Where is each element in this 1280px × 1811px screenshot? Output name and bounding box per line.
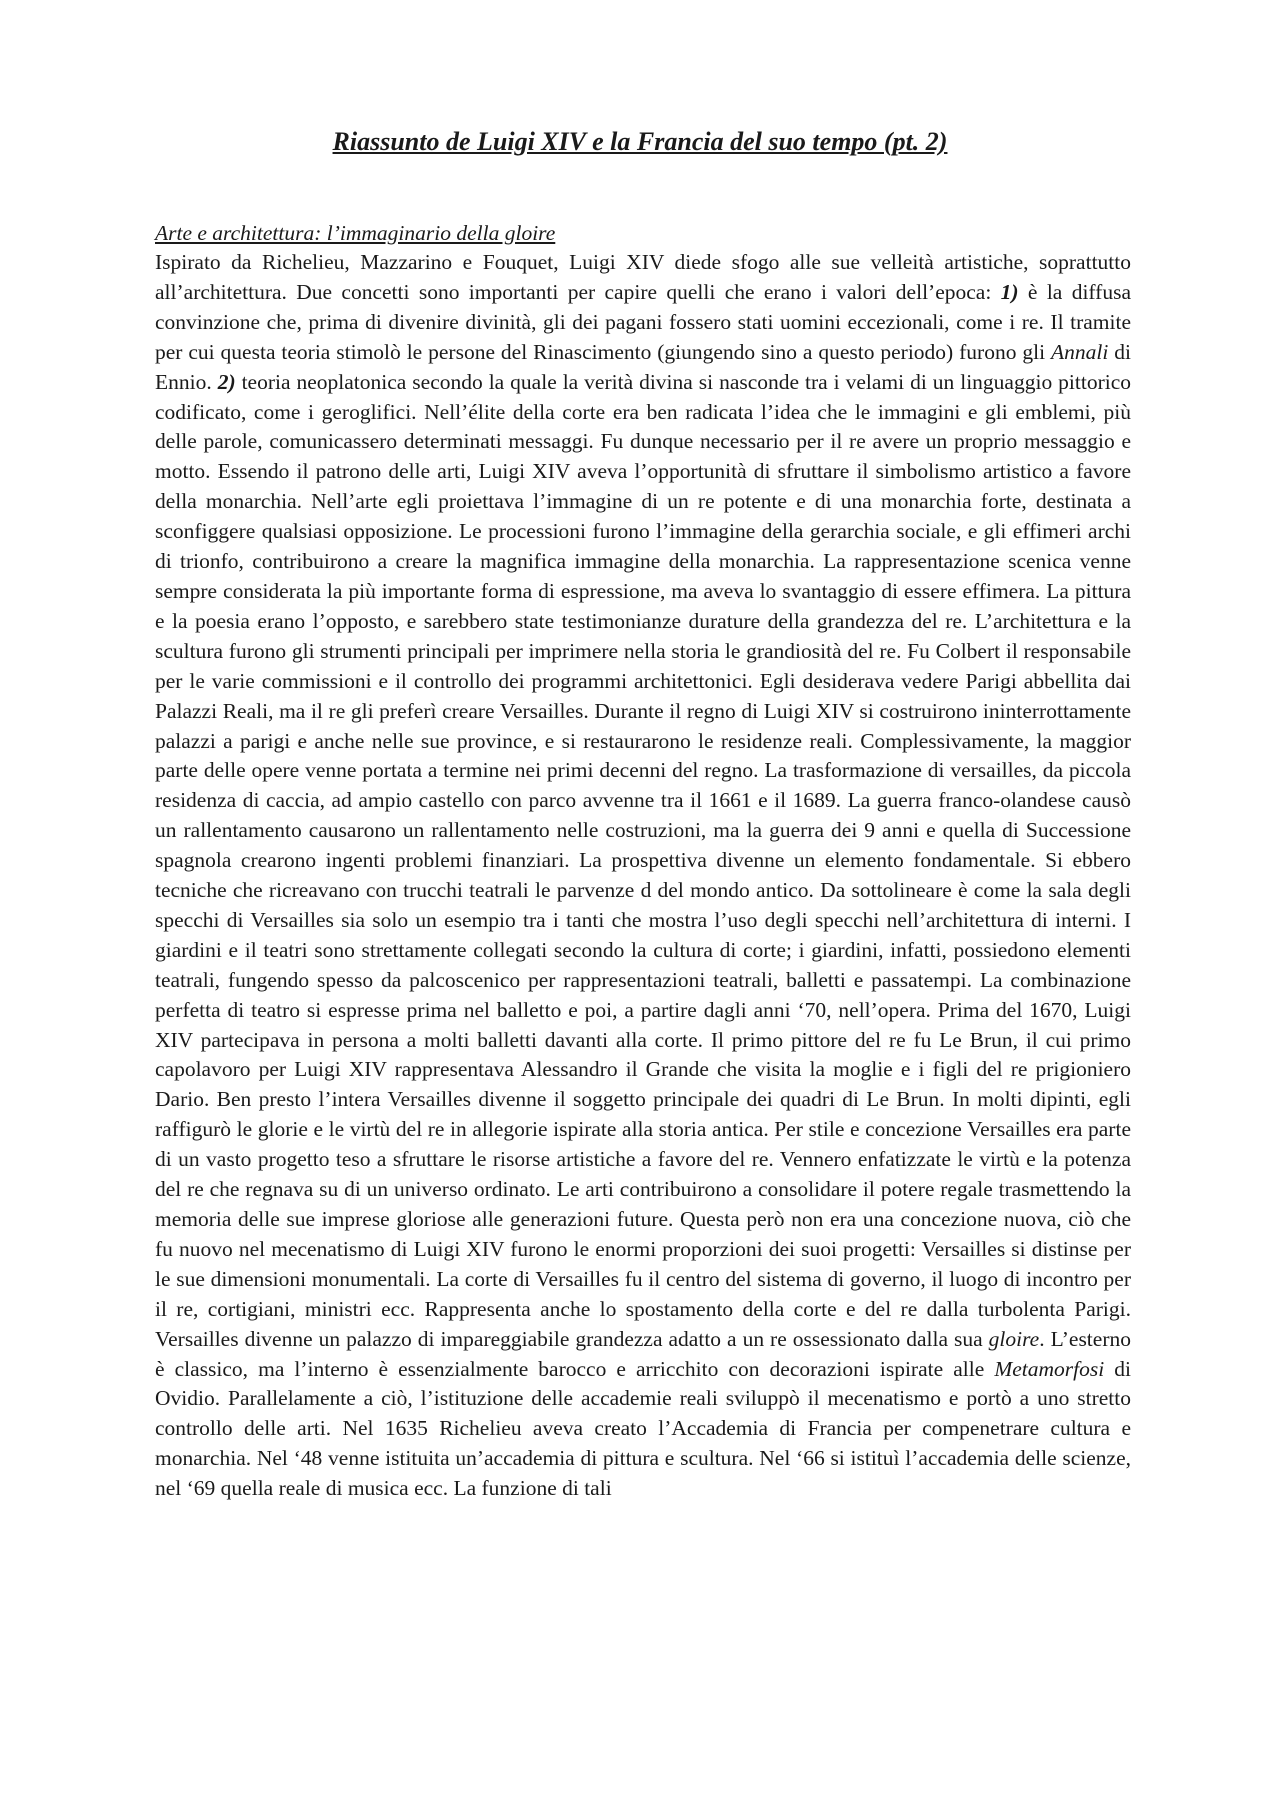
paragraph-text: Ispirato da Richelieu, Mazzarino e Fouquet, Luigi XIV diede sfogo alle sue velleità artistiche, soprattutto all’architettura. Due concetti sono importanti per capire quelli che erano i valori dell’epoca:: [155, 250, 1131, 304]
body-paragraph: [155, 248, 1131, 1504]
paragraph-text: teoria neoplatonica secondo la quale la verità divina si nasconde tra i velami di un linguaggio pittorico codificato, come i geroglifici. Nell’élite della corte era ben radicata l’idea che le immagini e gli emblemi, più delle parole, comunicassero determinati messaggi. Fu dunque necessario per il re avere un proprio messaggio e motto. Essendo il patrono delle arti, Luigi XIV aveva l’opportunità di sfruttare il simbolismo artistico a favore della monarchia. Nell’arte egli proiettava l’immagine di un re potente e di una monarchia forte, destinata a sconfiggere qualsiasi opposizione. Le processioni furono l’immagine della gerarchia sociale, e gli effimeri archi di trionfo, contribuirono a creare la magnifica immagine della monarchia. La rappresentazione scenica venne sempre considerata la più importante forma di espressione, ma aveva lo svantaggio di essere effimera. La pittura e la poesia erano l’opposto, e sarebbero state testimonianze durature della grandezza del re. L’architettura e la scultura furono gli strumenti principali per imprimere nella storia le grandiosità del re. Fu Colbert il responsabile per le varie commissioni e il controllo dei programmi architettonici. Egli desiderava vedere Parigi abbellita dai Palazzi Reali, ma il re gli preferì creare Versailles. Durante il regno di Luigi XIV si costruirono ininterrottamente palazzi a parigi e anche nelle sue province, e si restaurarono le residenze reali. Complessivamente, la maggior parte delle opere venne portata a termine nei primi decenni del regno. La trasformazione di versailles, da piccola residenza di caccia, ad ampio castello con parco avvenne tra il 1661 e il 1689. La guerra franco-olandese causò un rallentamento causarono un rallentamento nelle costruzioni, ma la guerra dei 9 anni e quella di Successione spagnola crearono ingenti problemi finanziari. La prospettiva divenne un elemento fondamentale. Si ebbero tecniche che ricreavano con trucchi teatrali le parvenze d del mondo antico. Da sottolineare è come la sala degli specchi di Versailles sia solo un esempio tra i tanti che mostra l’uso degli specchi nell’architettura di interni. I giardini e il teatri sono strettamente collegati secondo la cultura di corte; i giardini, infatti, possiedono elementi teatrali, fungendo spesso da palcoscenico per rappresentazioni teatrali, balletti e passatempi. La combinazione perfetta di teatro si espresse prima nel balletto e poi, a partire dagli anni ‘70, nell’opera. Prima del 1670, Luigi XIV partecipava in persona a molti balletti davanti alla corte. Il primo pittore del re fu Le Brun, il cui primo capolavoro per Luigi XIV rappresentava Alessandro il Grande che visita la moglie e i figli del re prigioniero Dario. Ben presto l’intera Versailles divenne il soggetto principale dei quadri di Le Brun. In molti dipinti, egli raffigurò le glorie e le virtù del re in allegorie ispirate alla storia antica. Per stile e concezione Versailles era parte di un vasto progetto teso a sfruttare le risorse artistiche a favore del re. Vennero enfatizzate le virtù e la potenza del re che regnava su di un universo ordinato. Le arti contribuirono a consolidare il potere regale trasmettendo la memoria delle sue imprese gloriose alle generazioni future. Questa però non era una concezione nuova, ciò che fu nuovo nel mecenatismo di Luigi XIV furono le enormi proporzioni dei suoi progetti: Versailles si distinse per le sue dimensioni monumentali. La corte di Versailles fu il centro del sistema di governo, il luogo di incontro per il re, cortigiani, ministri ecc. Rappresenta anche lo spostamento della corte e del re dalla turbolenta Parigi. Versailles divenne un palazzo di impareggiabile grandezza adatto a un re ossessionato dalla sua: [155, 369, 1132, 1351]
paragraph-text: di Ennio.: [155, 339, 1131, 394]
paragraph-text: . L’esterno è classico, ma l’interno è essenzialmente barocco e arricchito con decorazioni ispirate alle: [155, 1326, 1131, 1381]
italic-term-annali: Annali: [1051, 339, 1109, 364]
point-marker-1: 1): [1000, 279, 1019, 304]
point-marker-2: 2): [217, 369, 236, 394]
italic-term-metamorfosi: Metamorfosi: [994, 1356, 1105, 1381]
section-heading: Arte e architettura: l’immaginario della gloire: [155, 221, 556, 245]
paragraph-text: di Ovidio. Parallelamente a ciò, l’istituzione delle accademie reali sviluppò il mecenatismo e portò a uno stretto controllo delle arti. Nel 1635 Richelieu aveva creato l’Accademia di Francia per compenetrare cultura e monarchia. Nel ‘48 venne istituita un’accademia di pittura e scultura. Nel ‘66 si istituì l’accademia delle scienze, nel ‘69 quella reale di musica ecc. La funzione di tali: [155, 1356, 1131, 1501]
document-title: Riassunto de Luigi XIV e la Francia del suo tempo (pt. 2): [332, 127, 948, 156]
italic-term-gloire: gloire: [988, 1326, 1040, 1351]
paragraph-text: è la diffusa convinzione che, prima di divenire divinità, gli dei pagani fossero stati uomini eccezionali, come i re. Il tramite per cui questa teoria stimolò le persone del Rinascimento (giungendo sino a questo periodo) furono gli: [155, 279, 1132, 364]
